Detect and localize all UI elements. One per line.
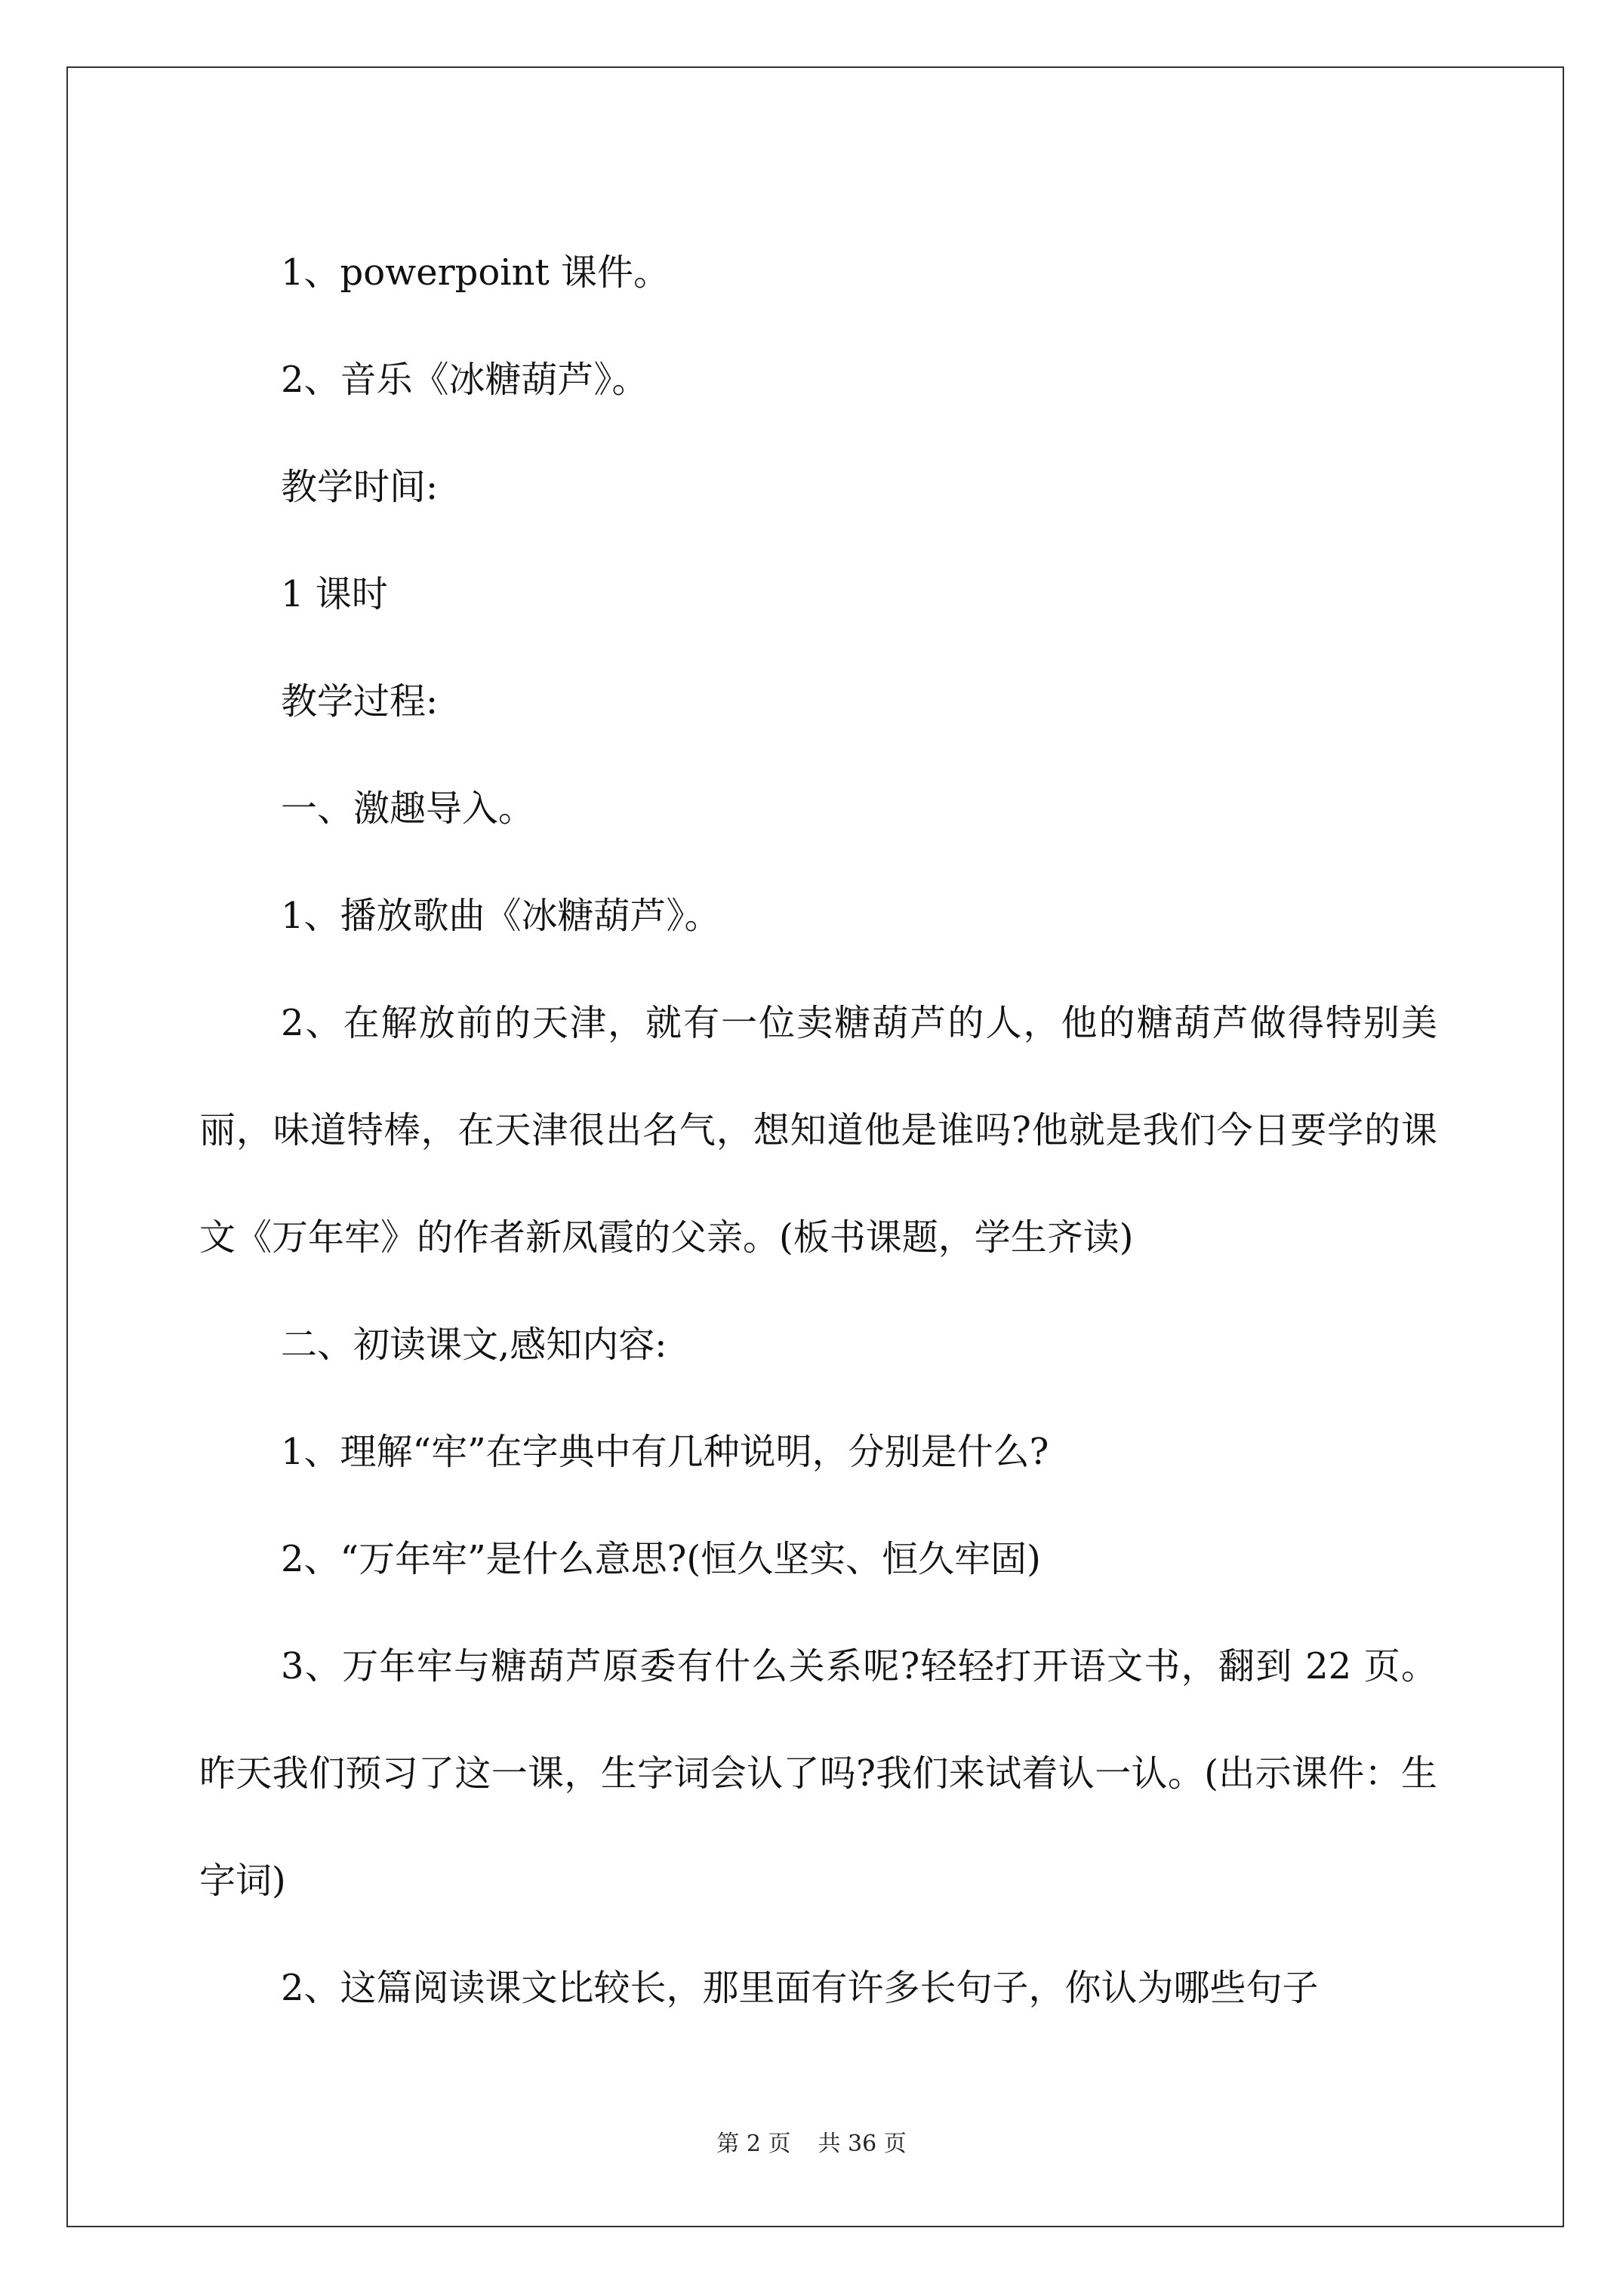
- paragraph: 2、在解放前的天津，就有一位卖糖葫芦的人，他的糖葫芦做得特别美丽，味道特棒，在天津很出名气，想知道他是谁吗?他就是我们今日要学的课文《万年牢》的作者新凤霞的父亲。(板书课题，学生齐读): [199, 1002, 1437, 1259]
- paragraph: 1 课时: [281, 573, 388, 615]
- paragraph: 1、播放歌曲《冰糖葫芦》。: [281, 895, 721, 937]
- paragraph: 1、理解“牢”在字典中有几种说明，分别是什么?: [281, 1431, 1049, 1473]
- paragraph: 1、powerpoint 课件。: [281, 251, 670, 294]
- page-footer: [0, 2129, 1623, 2159]
- paragraph: 二、初读课文,感知内容:: [281, 1324, 667, 1366]
- page-total: 共 36 页: [818, 2131, 907, 2157]
- paragraph: 一、激趣导入。: [281, 787, 535, 830]
- paragraph: 教学时间:: [281, 466, 439, 508]
- paragraph: 2、音乐《冰糖葫芦》。: [281, 359, 648, 401]
- paragraph: 2、“万年牢”是什么意思?(恒久坚实、恒久牢固): [281, 1538, 1041, 1580]
- page-number: 第 2 页: [716, 2131, 791, 2157]
- paragraph: 教学过程:: [281, 680, 439, 723]
- document-body: [199, 219, 1437, 2042]
- paragraph: 3、万年牢与糖葫芦原委有什么关系呢?轻轻打开语文书，翻到 22 页。昨天我们预习了这一课，生字词会认了吗?我们来试着认一认。(出示课件：生字词): [199, 1645, 1437, 1902]
- paragraph: 2、这篇阅读课文比较长，那里面有许多长句子，你认为哪些句子: [281, 1967, 1319, 2009]
